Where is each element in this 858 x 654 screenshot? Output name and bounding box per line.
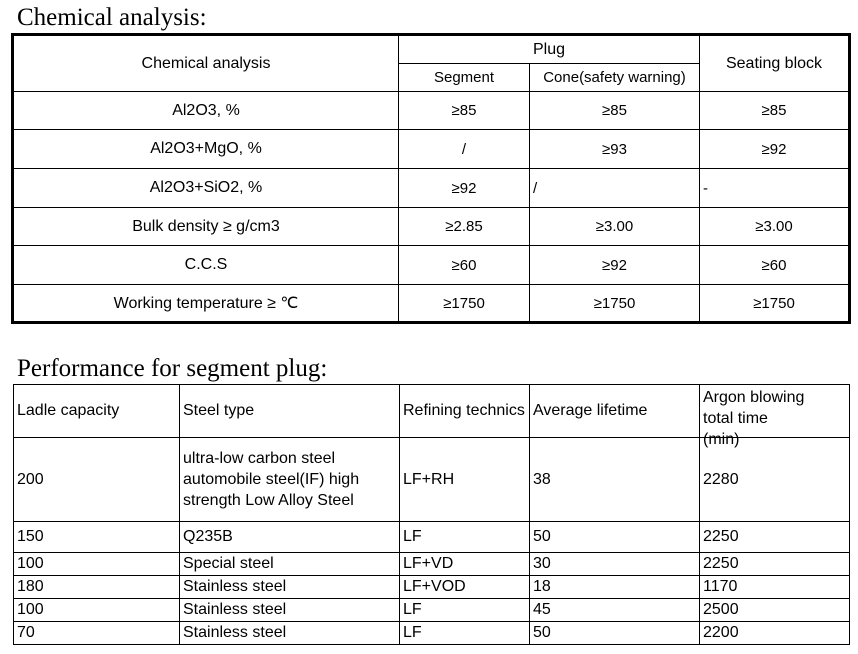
cone-value: ≥92: [530, 246, 700, 285]
table-row: [13, 169, 850, 208]
seating-value: ≥1750: [700, 285, 850, 323]
header-argon-line1: Argon blowing: [703, 389, 805, 406]
segment-value: ≥85: [399, 92, 530, 130]
segment-value: ≥2.85: [399, 208, 530, 246]
table-row: [13, 130, 850, 169]
refining-technics: LF: [400, 622, 530, 645]
refining-technics: LF+RH: [400, 438, 530, 522]
table-header-row: [14, 385, 850, 438]
segment-value: ≥60: [399, 246, 530, 285]
seating-value: ≥3.00: [700, 208, 850, 246]
argon-blowing-time: 1170: [700, 576, 850, 599]
row-name: Bulk density ≥ g/cm3: [13, 208, 399, 246]
table-row: [14, 599, 850, 622]
table-row: [13, 92, 850, 130]
chemical-analysis-title: Chemical analysis:: [17, 4, 207, 31]
ladle-capacity: 150: [14, 522, 180, 553]
ladle-capacity: 200: [14, 438, 180, 522]
argon-blowing-time: 2250: [700, 522, 850, 553]
header-average-lifetime: Average lifetime: [530, 385, 700, 438]
header-refining: Refining technics: [400, 385, 530, 438]
steel-type: Stainless steel: [180, 599, 400, 622]
ladle-capacity: 100: [14, 553, 180, 576]
row-name: Al2O3+SiO2, %: [13, 169, 399, 208]
average-lifetime: 50: [530, 622, 700, 645]
table-row: [14, 576, 850, 599]
header-seating-block: Seating block: [700, 35, 850, 92]
refining-technics: LF: [400, 522, 530, 553]
table-row: [13, 246, 850, 285]
argon-blowing-time: 2250: [700, 553, 850, 576]
ladle-capacity: 70: [14, 622, 180, 645]
header-ladle-capacity: Ladle capacity: [14, 385, 180, 438]
segment-value: ≥1750: [399, 285, 530, 323]
steel-type: ultra-low carbon steel automobile steel(IF) high strength Low Alloy Steel: [180, 438, 400, 522]
argon-blowing-time: 2200: [700, 622, 850, 645]
chemical-analysis-table: [11, 33, 851, 324]
average-lifetime: 50: [530, 522, 700, 553]
table-row: [14, 522, 850, 553]
ladle-capacity: 100: [14, 599, 180, 622]
header-argon-line3: (min): [703, 431, 740, 448]
row-name: C.C.S: [13, 246, 399, 285]
seating-value: ≥60: [700, 246, 850, 285]
segment-value: /: [399, 130, 530, 169]
header-segment: Segment: [399, 64, 530, 92]
performance-title: Performance for segment plug:: [17, 355, 328, 382]
row-name: Working temperature ≥ ℃: [13, 285, 399, 323]
argon-blowing-time: 2500: [700, 599, 850, 622]
average-lifetime: 30: [530, 553, 700, 576]
refining-technics: LF: [400, 599, 530, 622]
cone-value: ≥85: [530, 92, 700, 130]
table-row: [13, 285, 850, 323]
cone-value: ≥93: [530, 130, 700, 169]
header-argon-blowing: [700, 385, 850, 448]
average-lifetime: 38: [530, 438, 700, 522]
cone-value: ≥1750: [530, 285, 700, 323]
performance-table: [13, 384, 850, 645]
steel-type: Special steel: [180, 553, 400, 576]
segment-value: ≥92: [399, 169, 530, 208]
argon-blowing-time: 2280: [700, 438, 850, 522]
row-name: Al2O3, %: [13, 92, 399, 130]
header-cone: Cone(safety warning): [530, 64, 700, 92]
row-name: Al2O3+MgO, %: [13, 130, 399, 169]
header-chemical-analysis: Chemical analysis: [13, 35, 399, 92]
seating-value: -: [700, 169, 850, 208]
seating-value: ≥92: [700, 130, 850, 169]
steel-type: Stainless steel: [180, 622, 400, 645]
table-row: [14, 553, 850, 576]
header-plug: Plug: [399, 35, 700, 64]
average-lifetime: 45: [530, 599, 700, 622]
ladle-capacity: 180: [14, 576, 180, 599]
cone-value: /: [530, 169, 700, 208]
header-argon-line2: total time: [703, 410, 768, 427]
table-header-row: [13, 35, 850, 64]
seating-value: ≥85: [700, 92, 850, 130]
cone-value: ≥3.00: [530, 208, 700, 246]
average-lifetime: 18: [530, 576, 700, 599]
refining-technics: LF+VD: [400, 553, 530, 576]
refining-technics: LF+VOD: [400, 576, 530, 599]
steel-type: Stainless steel: [180, 576, 400, 599]
table-row: [14, 438, 850, 522]
steel-type: Q235B: [180, 522, 400, 553]
table-row: [14, 622, 850, 645]
table-row: [13, 208, 850, 246]
header-steel-type: Steel type: [180, 385, 400, 438]
